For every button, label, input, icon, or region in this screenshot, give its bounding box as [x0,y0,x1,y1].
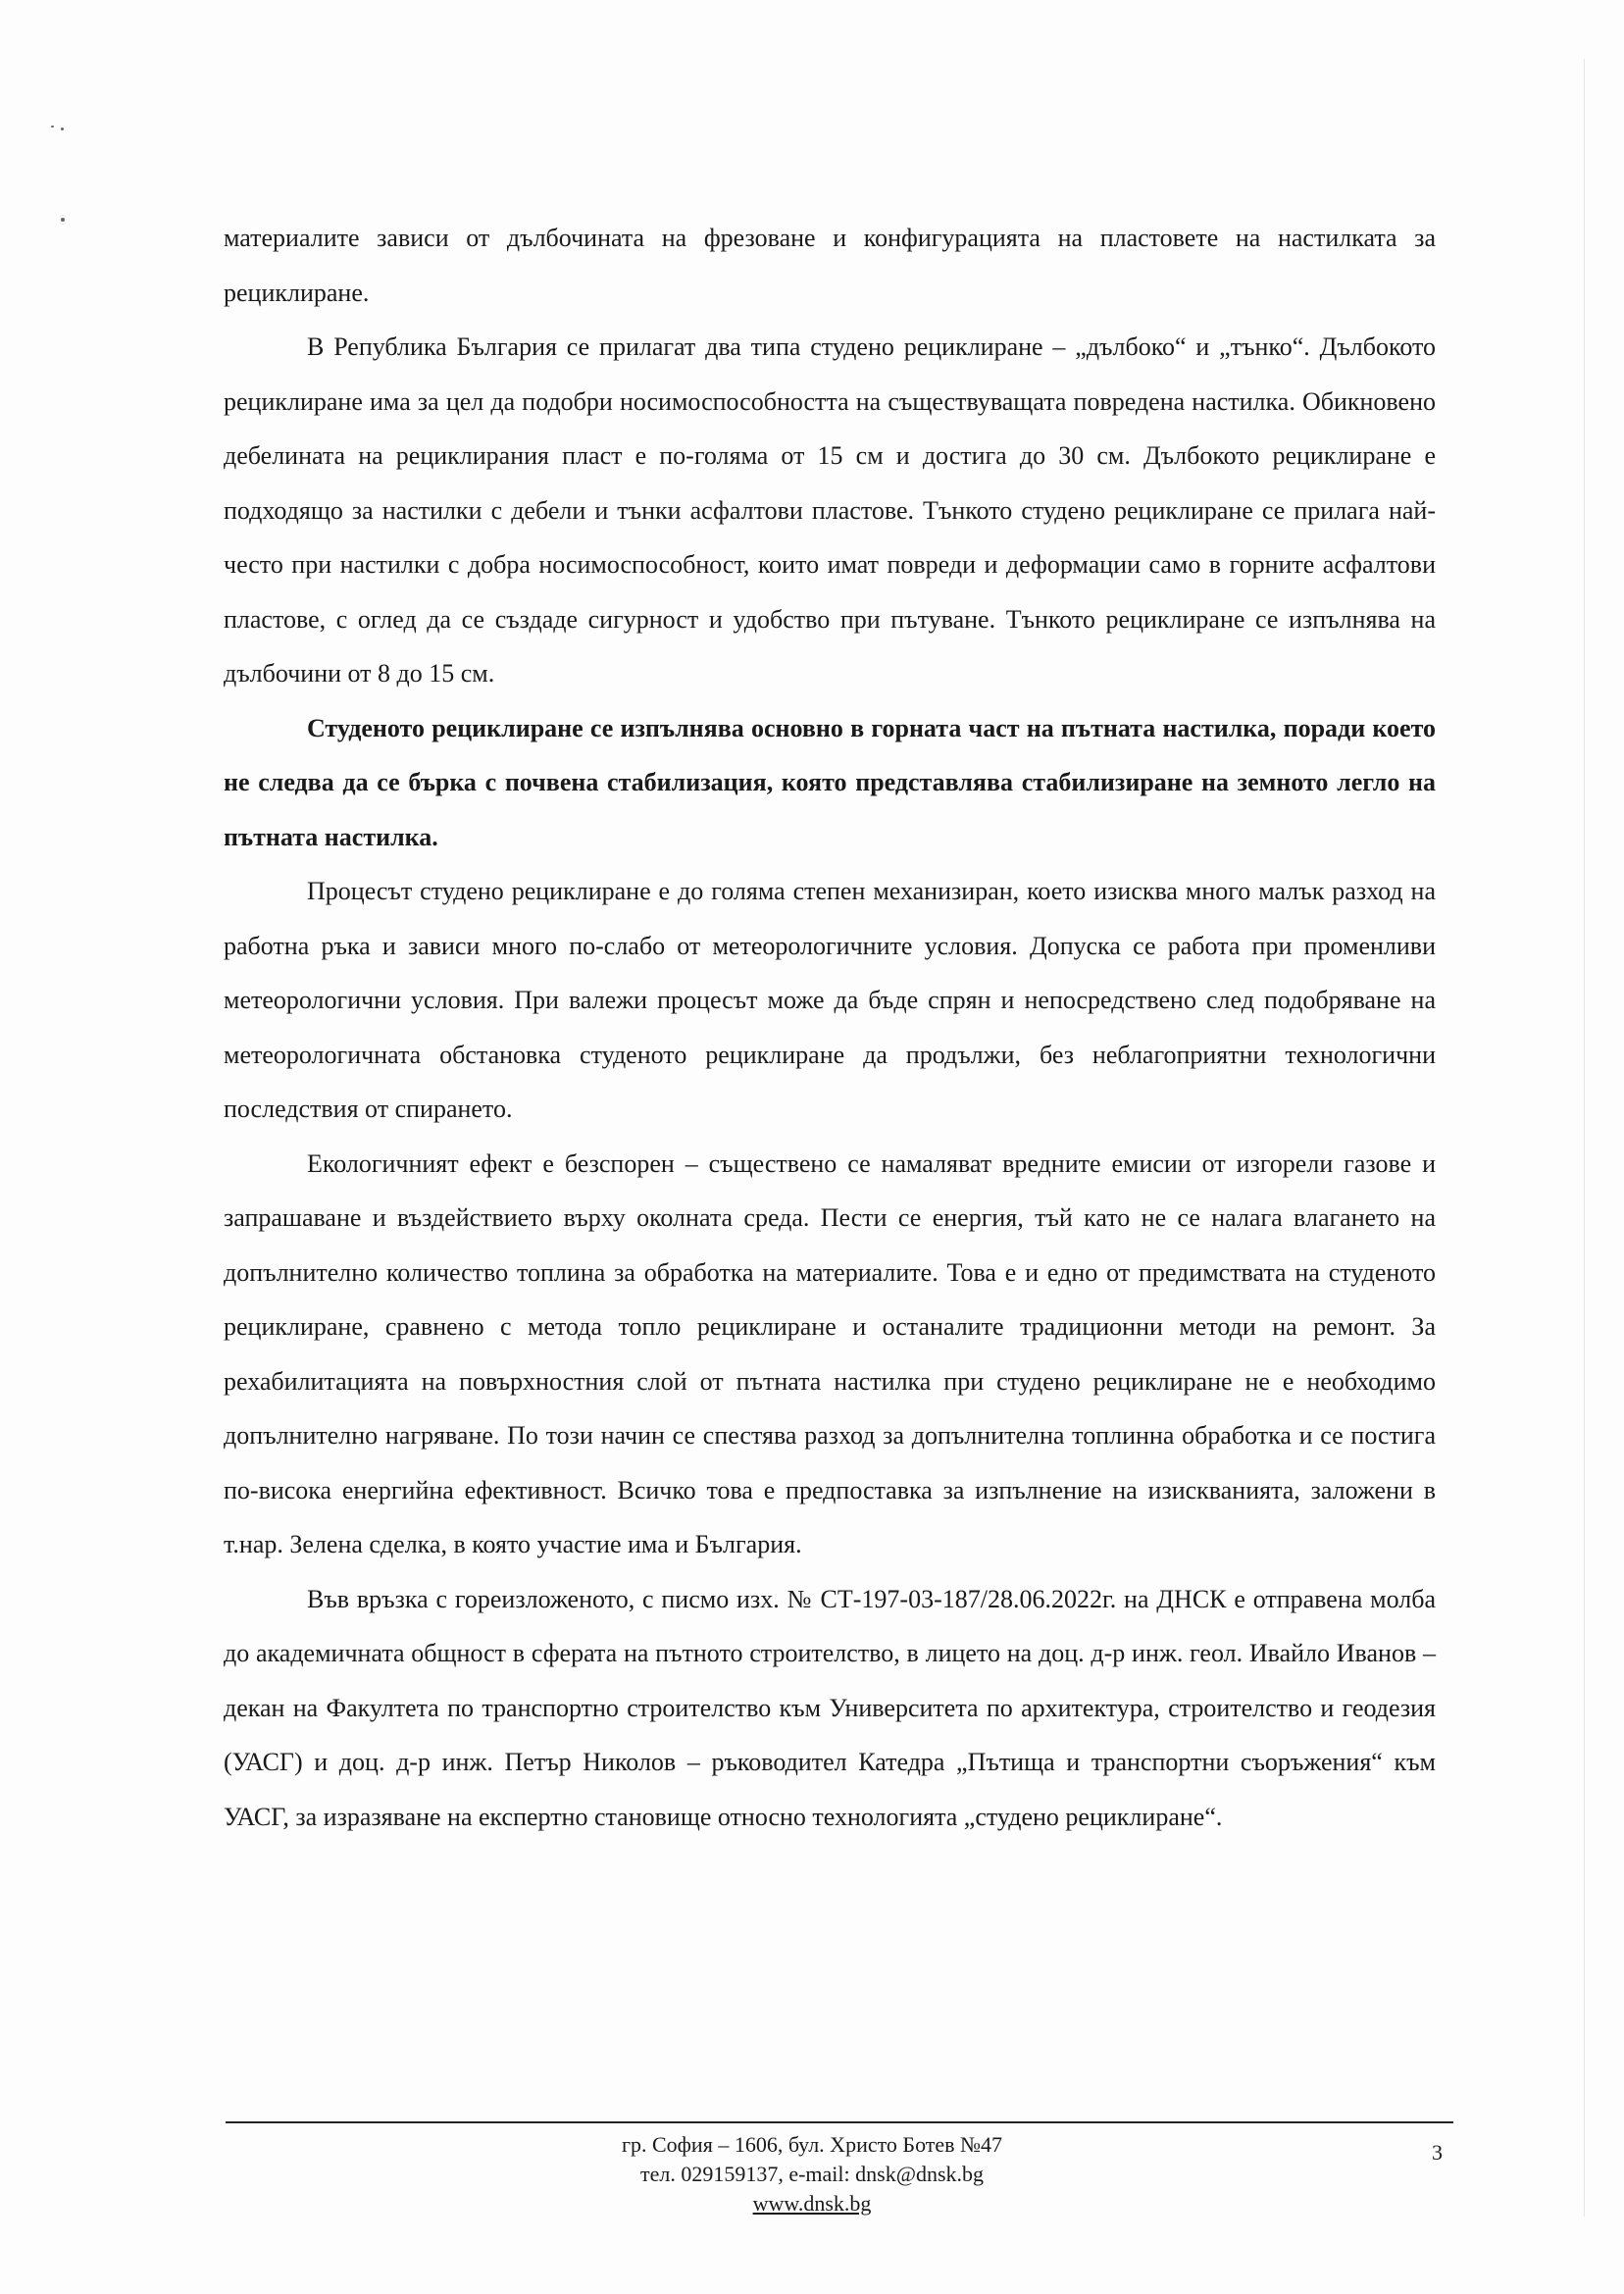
scan-speck [61,218,65,222]
footer-website-link[interactable]: www.dnsk.bg [752,2191,872,2216]
scan-speck [51,126,54,127]
footer-address: гр. София – 1606, бул. Христо Ботев №47 [621,2132,1003,2157]
paragraph-continuation: материалите зависи от дълбочината на фрезоване и конфигурацията на пластовете на настилката за рециклиране. [224,224,1436,307]
paragraph-ecology: Екологичният ефект е безспорен – съществено се намаляват вредните емисии от изгорели газове и запрашаване и въздействието върху околната среда. Пести се енергия, тъй като не се налага влагането на допълнително количество топлина за обработка на материалите. Това е и едно от предимствата на студеното рециклиране, сравнено с метода топло рециклиране и останалите традиционни методи на ремонт. За рехабилитацията на повърхностния слой от пътната настилка при студено рециклиране не е необходимо допълнително нагряване. По този начин се спестява разход за допълнителна топлинна обработка и се постига по-висока енергийна ефективност. Всичко това е предпоставка за изпълнение на изискванията, заложени в т.нар. Зелена сделка, в която участие има и България. [224,1148,1436,1558]
page-number: 3 [1432,2140,1443,2165]
paragraph-process: Процесът студено рециклиране е до голяма степен механизиран, което изисква много малък разход на работна ръка и зависи много по-слабо от метеорологичните условия. Допуска се работа при променливи метеорологични условия. При валежи процесът може да бъде спрян и непосредствено след подобряване на метеорологичната обстановка студеното рециклиране да продължи, без неблагоприятни технологични последствия от спирането. [224,877,1436,1123]
paragraph-recycling-types: В Република България се прилагат два типа студено рециклиране – „дълбоко“ и „тънко“. Дълбокото рециклиране има за цел да подобри носимоспособността на съществуващата повредена настилка. Обикновено дебелината на рециклирания пласт е по-голяма от 15 см и достига до 30 см. Дълбокото рециклиране е подходящо за настилки с дебели и тънки асфалтови пластове. Тънкото студено рециклиране се прилага най-често при настилки с добра носимоспособност, които имат повреди и деформации само в горните асфалтови пластове, с оглед да се създаде сигурност и удобство при пътуване. Тънкото рециклиране се изпълнява на дълбочини от 8 до 15 см. [224,332,1436,688]
document-body [224,211,1436,1844]
footer-contacts: тел. 029159137, e-mail: dnsk@dnsk.bg [639,2162,985,2186]
scan-speck [61,127,64,130]
footer-divider [226,2121,1453,2123]
page-footer [0,2130,1624,2218]
paragraph-bold-statement: Студеното рециклиране се изпълнява основно в горната част на пътната настилка, поради което не следва да се бърка с почвена стабилизация, която представлява стабилизиране на земното легло на пътната настилка. [224,713,1436,851]
paragraph-letter-reference: Във връзка с гореизложеното, с писмо изх. № СТ-197-03-187/28.06.2022г. на ДНСК е отправена молба до академичната общност в сферата на пътното строителство, в лицето на доц. д-р инж. геол. Ивайло Иванов – декан на Факултета по транспортно строителство към Университета по архитектура, строителство и геодезия (УАСГ) и доц. д-р инж. Петър Николов – ръководител Катедра „Пътища и транспортни съоръжения“ към УАСГ, за изразяване на експертно становище относно технологията „студено рециклиране“. [224,1584,1436,1831]
scan-edge-line [1584,59,1585,2217]
